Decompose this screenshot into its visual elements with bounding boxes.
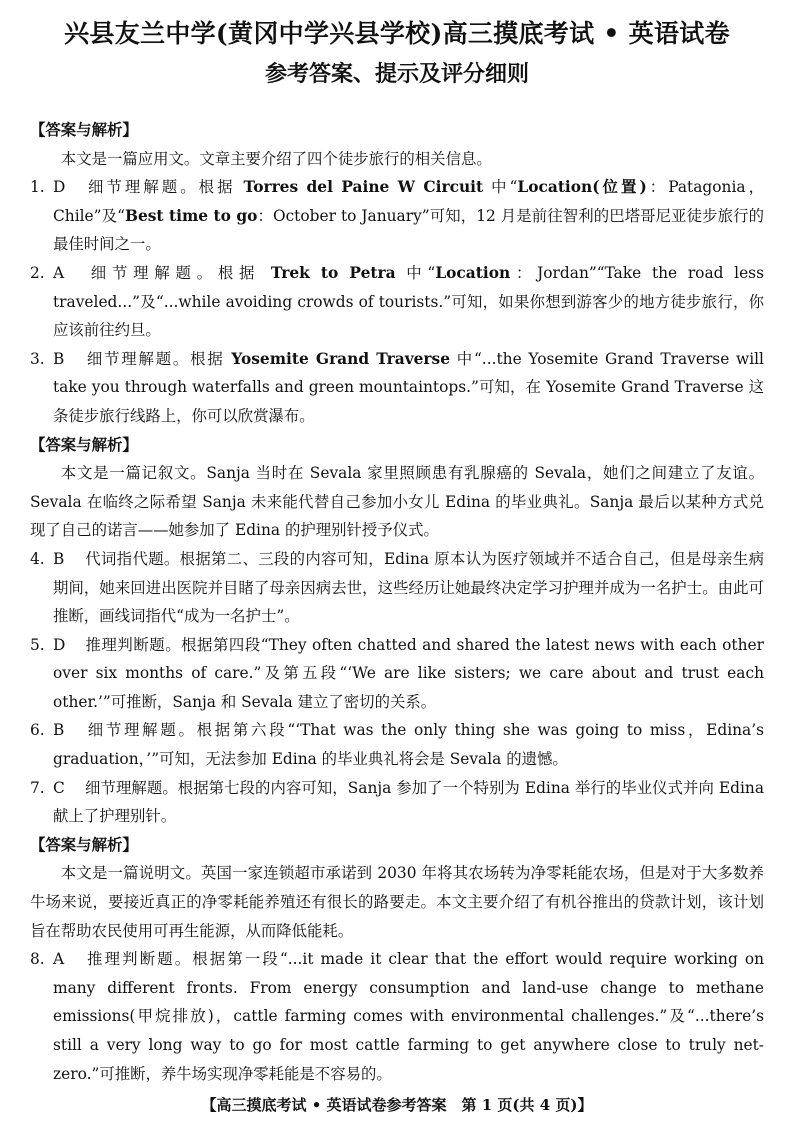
answer-item-3: [30, 345, 764, 431]
question-number: 5.: [30, 635, 45, 654]
explanation-text: 推理判断题。根据第一段“...it made it clear that the effort would require working on many different fronts. From energy consumption and land-use change to methane emissions(甲烷排放)，cattle farming comes with environmental challenges.”及“...there’s still a very long way to go for most cattle farming to get anywhere close to truly net-zero.”可推断，养牛场实现净零耗能是不容易的。: [53, 950, 764, 1083]
question-number: 1.: [30, 178, 45, 197]
answer-letter: A: [53, 263, 65, 282]
answer-item-8: [30, 945, 764, 1088]
emphasis-text: Yosemite Grand Traverse: [231, 349, 450, 368]
explanation-text: ：October to January”可知，12 月是前往智利的巴塔哥尼亚徒步旅行的最佳时间之一。: [53, 206, 764, 254]
answer-letter: A: [53, 950, 65, 969]
document-subtitle: 参考答案、提示及评分细则: [264, 61, 529, 87]
explanation-text: 推理判断题。根据第四段“They often chatted and shared the latest news with each other over six months of care.”及第五段“‘We are like sisters; we care about and trust each other.’”可推断，Sanja 和 Sevala 建立了密切的关系。: [53, 635, 764, 711]
question-number: 3.: [30, 349, 45, 368]
answer-item-2: [30, 259, 764, 345]
answer-letter: B: [53, 349, 65, 368]
explanation-text: 中“: [395, 263, 436, 282]
explanation-text: ：Jordan”“Take the road less traveled...”及“...while avoiding crowds of tourists.”可知，如果你想到游客少的地方徒步旅行，你应该前往约旦。: [53, 263, 764, 340]
answer-item-4: [30, 545, 764, 631]
question-number: 2.: [30, 263, 45, 282]
explanation-text: 代词指代题。根据第二、三段的内容可知，Edina 原本认为医疗领域并不适合自己，但是母亲生病期间，她来回进出医院并目睹了母亲因病去世，这些经历让她最终决定学习护理并成为一名护士。由此可推断，画线词指代“成为一名护士”。: [53, 549, 764, 626]
section-intro: 本文是一篇应用文。文章主要介绍了四个徒步旅行的相关信息。: [60, 149, 492, 168]
answer-item-6: [30, 716, 764, 773]
section-heading: 【答案与解析】: [30, 435, 138, 454]
question-number: 7.: [30, 778, 45, 797]
answer-letter: D: [53, 178, 66, 197]
answer-item-5: [30, 631, 764, 717]
document-title: 兴县友兰中学(黄冈中学兴县学校)高三摸底考试 • 英语试卷: [64, 19, 730, 48]
question-number: 6.: [30, 721, 45, 740]
explanation-text: 中“: [483, 178, 518, 197]
explanation-text: 细节理解题。根据第七段的内容可知，Sanja 参加了一个特别为 Edina 举行的毕业仪式并向 Edina 献上了护理别针。: [53, 778, 764, 826]
answer-item-1: [30, 173, 764, 259]
emphasis-text: Location: [435, 263, 511, 282]
explanation-text: 细节理解题。根据第六段“‘That was the only thing she was going to miss，Edina’s graduation，’”可知，无法参加 Edina 的毕业典礼将会是 Sevala 的遗憾。: [53, 721, 764, 769]
emphasis-text: Location(位置): [517, 178, 647, 197]
explanation-text: 细节理解题。根据: [85, 349, 232, 368]
answer-letter: C: [53, 778, 65, 797]
section-heading: 【答案与解析】: [30, 835, 138, 854]
answer-content: [30, 116, 764, 1088]
emphasis-text: Torres del Paine W Circuit: [243, 178, 484, 197]
explanation-text: 细节理解题。根据: [85, 263, 271, 282]
answer-letter: B: [53, 721, 65, 740]
page-footer: 【高三摸底考试 • 英语试卷参考答案 第 1 页(共 4 页)】: [201, 1096, 593, 1114]
explanation-text: 细节理解题。根据: [85, 178, 244, 197]
question-number: 4.: [30, 549, 45, 568]
question-number: 8.: [30, 950, 45, 969]
section-intro: 本文是一篇说明文。英国一家连锁超市承诺到 2030 年将其农场转为净零耗能农场，但是对于大多数养牛场来说，要接近真正的净零耗能养殖还有很长的路要走。本文主要介绍了有机谷推出的贷款计划，该计划旨在帮助农民使用可再生能源，从而降低能耗。: [30, 864, 764, 940]
section-heading: 【答案与解析】: [30, 121, 138, 139]
explanation-text: ：Patagonia，Chile”及“: [53, 178, 764, 225]
answer-letter: B: [53, 549, 65, 568]
answer-letter: D: [53, 635, 66, 654]
emphasis-text: Best time to go: [124, 206, 258, 225]
answer-item-7: [30, 774, 764, 831]
emphasis-text: Trek to Petra: [270, 263, 396, 282]
section-intro: 本文是一篇记叙文。Sanja 当时在 Sevala 家里照顾患有乳腺癌的 Sevala，她们之间建立了友谊。Sevala 在临终之际希望 Sanja 未来能代替自己参加小女儿 Edina 的毕业典礼。Sanja 最后以某种方式兑现了自己的诺言——她参加了 Edina 的护理别针授予仪式。: [30, 464, 764, 540]
explanation-text: 中“...the Yosemite Grand Traverse will take you through waterfalls and green mountaintops.”可知，在 Yosemite Grand Traverse 这条徒步旅行线路上，你可以欣赏瀑布。: [53, 349, 764, 425]
